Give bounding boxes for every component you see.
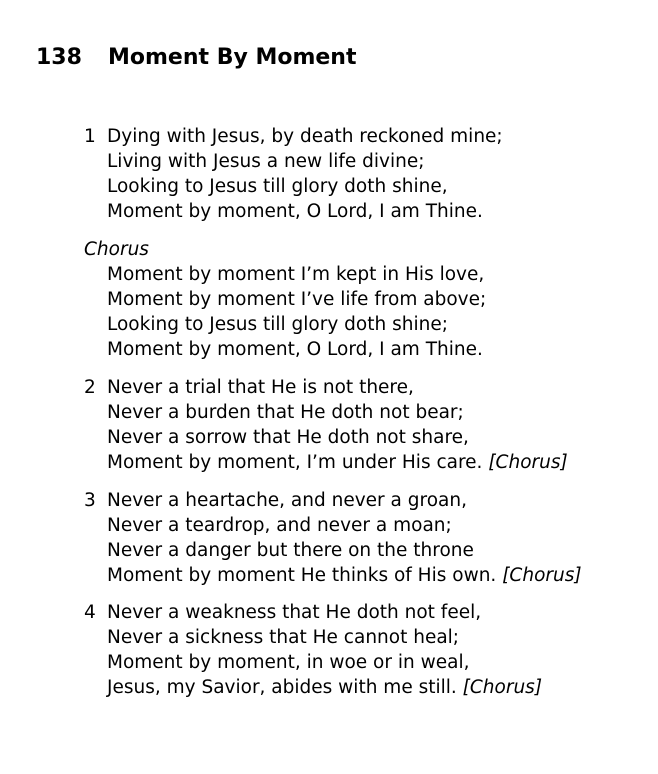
verse-line: Never a weakness that He doth not feel, xyxy=(107,602,482,623)
verse-line-with-ref xyxy=(107,563,582,588)
verse-number: 2 xyxy=(84,377,96,398)
verse-line: Dying with Jesus, by death reckoned mine; xyxy=(107,126,503,147)
chorus-line: Moment by moment I’m kept in His love, xyxy=(107,264,485,285)
verse-line: Jesus, my Savior, abides with me still. xyxy=(107,677,457,698)
chorus-reference: [Chorus] xyxy=(502,565,582,586)
verse-line-with-ref xyxy=(107,675,542,700)
verse-line: Never a trial that He is not there, xyxy=(107,377,414,398)
chorus xyxy=(84,237,486,362)
chorus-reference: [Chorus] xyxy=(488,452,568,473)
hymn-title-heading xyxy=(36,44,357,72)
verse-line: Moment by moment, in woe or in weal, xyxy=(107,652,470,673)
verse-line: Never a sorrow that He doth not share, xyxy=(107,427,469,448)
chorus-reference: [Chorus] xyxy=(462,677,543,698)
chorus-line: Moment by moment I’ve life from above; xyxy=(107,289,487,310)
verse-number: 3 xyxy=(84,490,96,511)
verse-2 xyxy=(84,375,568,475)
verse-line: Looking to Jesus till glory doth shine, xyxy=(107,176,448,197)
hymn-title: Moment By Moment xyxy=(108,45,357,70)
verse-line: Living with Jesus a new life divine; xyxy=(107,151,425,172)
verse-line: Moment by moment He thinks of His own. xyxy=(107,565,497,586)
verse-number: 4 xyxy=(84,602,96,623)
hymn-number: 138 xyxy=(36,45,82,70)
verse-line: Never a burden that He doth not bear; xyxy=(107,402,464,423)
chorus-line: Looking to Jesus till glory doth shine; xyxy=(107,314,448,335)
verse-1 xyxy=(84,124,503,224)
verse-3 xyxy=(84,488,582,588)
verse-line-with-ref xyxy=(107,450,568,475)
verse-line: Never a danger but there on the throne xyxy=(107,540,474,561)
verse-line: Moment by moment, I’m under His care. xyxy=(107,452,483,473)
chorus-label: Chorus xyxy=(84,239,149,260)
verse-line: Never a teardrop, and never a moan; xyxy=(107,515,452,536)
verse-line: Moment by moment, O Lord, I am Thine. xyxy=(107,201,483,222)
verse-line: Never a sickness that He cannot heal; xyxy=(107,627,460,648)
verse-4 xyxy=(84,600,542,700)
chorus-line: Moment by moment, O Lord, I am Thine. xyxy=(107,339,483,360)
verse-number: 1 xyxy=(84,126,96,147)
verse-line: Never a heartache, and never a groan, xyxy=(107,490,467,511)
